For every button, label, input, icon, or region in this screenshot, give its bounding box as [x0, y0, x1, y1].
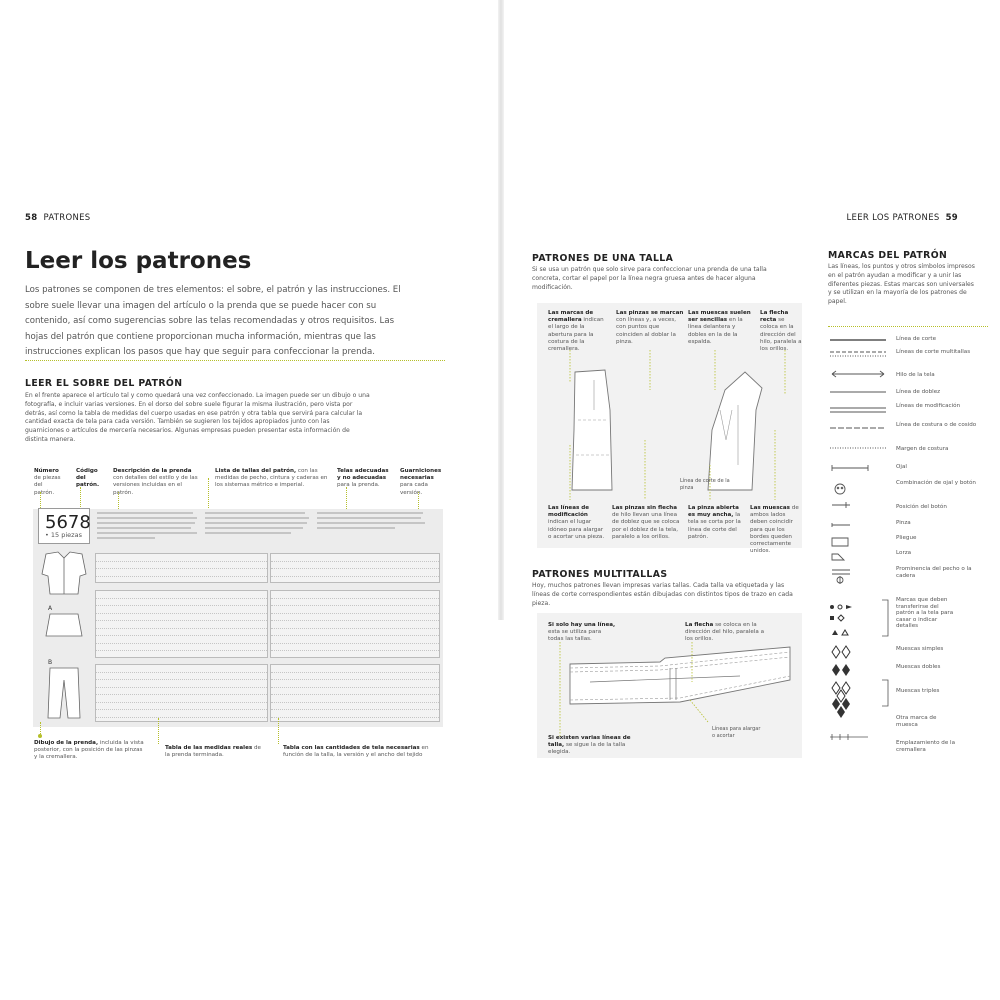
- mark-seam-allowance: Margen de costura: [896, 446, 949, 452]
- garment-drawings: [38, 550, 90, 722]
- label-pattern-code: Código del patrón.: [76, 468, 100, 489]
- mark-transfer-marks: Marcas que deben transferirse del patrón a la tela para casar o indicar detalles: [896, 597, 954, 630]
- mark-other-notch: Otra marca de muesca: [896, 715, 937, 728]
- label-notions: Guarniciones necesarias para cada versión.: [400, 468, 442, 496]
- label-wide-dart: La pinza abierta es muy ancha, la tela se corta por la línea de corte del patrón.: [688, 505, 741, 540]
- label-adjustment-lines: Las líneas de modificación indican el lugar idóneo para alargar o acortar una pieza.: [548, 505, 605, 540]
- finished-measurements-imperial: [270, 664, 440, 722]
- view-b-label: B: [48, 659, 53, 666]
- label-piece-count: Número de piezas del patrón.: [34, 468, 61, 496]
- label-notches: Las muescas suelen ser sencillas en la línea delantera y dobles en la de la espalda.: [688, 310, 751, 345]
- mark-tuck: Lorza: [896, 550, 912, 556]
- size-table-imperial: [270, 553, 440, 583]
- label-darts-no-arrow: Las pinzas sin flecha de hilo llevan una línea de doblez que se coloca por el doblez de la tela, paralelo a los orillos.: [612, 505, 680, 540]
- mark-pleat: Pliegue: [896, 535, 917, 541]
- divider: [25, 360, 445, 361]
- leader-line: [278, 718, 279, 744]
- label-zipper-marks: Las marcas de cremallera indican el largo de la abertura para la costura de la cremallera.: [548, 310, 604, 353]
- leader-dot: [38, 734, 42, 738]
- leader-line: [346, 487, 347, 509]
- mark-zipper-position: Emplazamiento de la cremallera: [896, 740, 956, 753]
- intro-paragraph: Los patrones se componen de tres elementos: el sobre, el patrón y las instrucciones. El sobre suele llevar una imagen del artículo o la prenda que se puede hacer con su contenido, así como sugerencias sobre las telas recomendadas y otros requisitos. Las hojas del patrón que contiene proporcionan mucha información, mientras que las instrucciones explican los pasos que hay que seguir para confeccionar la prenda.: [25, 285, 401, 357]
- right-running-head: LEER LOS PATRONES: [846, 213, 940, 223]
- mark-multisize-cut-lines: Líneas de corte multitallas: [896, 349, 971, 355]
- mark-button-position: Posición del botón: [896, 504, 947, 510]
- right-folio: [847, 213, 959, 223]
- mark-bust-hip-point: Prominencia del pecho o la cadera: [896, 566, 972, 579]
- page-title: Leer los patrones: [25, 248, 252, 274]
- multi-size-body: Hoy, muchos patrones llevan impresas varias tallas. Cada talla va etiquetada y las líneas de corte correspondientes están dibujadas con distintos tipos de trazo en cada pieza.: [532, 582, 793, 607]
- pattern-number: 5678: [45, 512, 91, 533]
- left-running-head: PATRONES: [43, 213, 91, 223]
- label-size-list: Lista de tallas del patrón, con las medidas de pecho, cintura y caderas en los sistemas métrico e imperial.: [215, 468, 328, 489]
- mark-grain-line: Hilo de la tela: [896, 372, 935, 378]
- mark-cut-line: Línea de corte: [896, 336, 937, 342]
- marks-divider: [828, 326, 988, 327]
- leader-line: [158, 718, 159, 744]
- mark-double-notches: Muescas dobles: [896, 664, 941, 670]
- label-darts: Las pinzas se marcan con líneas y, a veces, con puntos que coinciden al doblar la pinza.: [616, 310, 684, 345]
- marks-brackets: [880, 598, 894, 708]
- leader-line: [118, 492, 119, 509]
- mark-stitching-line: Línea de costura o de cosido: [896, 422, 977, 428]
- mark-fold-line: Línea de doblez: [896, 389, 941, 395]
- envelope-heading: LEER EL SOBRE DEL PATRÓN: [25, 378, 183, 389]
- left-folio: [25, 213, 91, 223]
- view-a-label: A: [48, 605, 53, 612]
- label-garment-description: Descripción de la prenda con detalles del estilo y de las versiones incluidas en el patrón.: [113, 468, 198, 496]
- mark-buttonhole: Ojal: [896, 464, 907, 470]
- label-garment-drawing: Dibujo de la prenda, incluida la vista posterior, con la posición de las pinzas y la cremallera.: [34, 740, 144, 761]
- right-page-number: 59: [945, 213, 958, 223]
- envelope-text-blocks: [95, 510, 440, 546]
- label-suitable-fabrics: Telas adecuadas y no adecuadas para la prenda.: [337, 468, 389, 489]
- label-notches-both-sides: Las muescas de ambos lados deben coincidir para que los bordes queden correctamente unidos.: [750, 505, 799, 555]
- fabric-table-imperial: [270, 590, 440, 658]
- label-fabric-quantities: Tabla con las cantidades de tela necesarias en función de la talla, la versión y el ancho del tejido: [283, 745, 429, 759]
- mark-single-notches: Muescas simples: [896, 646, 944, 652]
- marks-heading: MARCAS DEL PATRÓN: [828, 250, 948, 261]
- left-page-number: 58: [25, 213, 38, 223]
- mark-adjustment-lines: Líneas de modificación: [896, 403, 961, 409]
- label-lengthen-shorten: Líneas para alargar o acortar: [712, 726, 761, 740]
- finished-measurements-metric: [95, 664, 268, 722]
- label-multiple-lines: Si existen varias líneas de talla, se sigue la de la talla elegida.: [548, 735, 631, 756]
- book-gutter: [498, 0, 504, 620]
- mark-buttonhole-button: Combinación de ojal y botón: [896, 480, 976, 486]
- multi-size-pattern-piece: [540, 642, 800, 737]
- single-size-body: Si se usa un patrón que solo sirve para confeccionar una prenda de una talla concreta, cortar el papel por la línea negra gruesa antes de hacer alguna modificación.: [532, 266, 767, 291]
- mark-triple-notches: Muescas triples: [896, 688, 940, 694]
- multi-size-heading: PATRONES MULTITALLAS: [532, 569, 668, 580]
- label-finished-measurements: Tabla de las medidas reales de la prenda terminada.: [165, 745, 261, 759]
- label-dart-cut-line: Línea de corte de la pinza: [680, 478, 730, 492]
- label-straight-arrow: La flecha recta se coloca en la dirección del hilo, paralela a los orillos.: [760, 310, 802, 353]
- label-grain-arrow: La flecha se coloca en la dirección del hilo, paralela a los orillos.: [685, 622, 765, 643]
- piece-count: • 15 piezas: [45, 531, 82, 539]
- fabric-table-metric: [95, 590, 268, 658]
- size-table-metric: [95, 553, 268, 583]
- marks-body: Las líneas, los puntos y otros símbolos impresos en el patrón ayudan a modificar y a unir las diferentes piezas. Estas marcas son universales y se utilizan en la mayoría de los patrones de papel.: [828, 263, 975, 306]
- mark-dart: Pinza: [896, 520, 911, 526]
- single-size-pattern-pieces: [540, 350, 800, 500]
- leader-line: [80, 487, 81, 509]
- label-single-line: Si solo hay una línea, esta se utiliza para todas las tallas.: [548, 622, 616, 643]
- leader-line: [418, 492, 419, 509]
- single-size-heading: PATRONES DE UNA TALLA: [532, 253, 674, 264]
- envelope-body: En el frente aparece el artículo tal y como quedará una vez confeccionado. La imagen puede ser un dibujo o una fotografía, e incluir varias versiones. En el dorso del sobre suele figurar la misma ilustración, pero vista por detrás, así como la tabla de medidas del cuerpo usadas en ese patrón y otra tabla que servirá para calcular la cantidad exacta de tela para cada versión. También se sugieren los tejidos apropiados junto con las guarniciones o artículos de mercería necesarios. Algunas empresas pueden presentar esta información de distinta manera.: [25, 392, 370, 443]
